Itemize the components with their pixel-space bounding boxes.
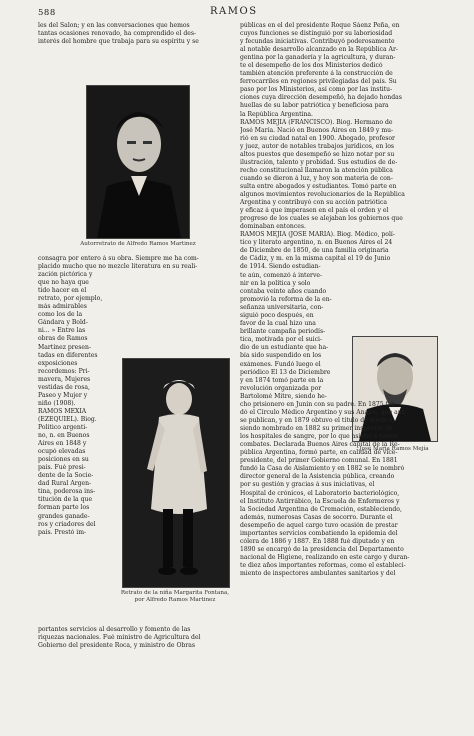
- text-line: dente de la Socie-: [38, 472, 94, 480]
- right-column-bottom-text: [240, 401, 436, 578]
- text-line: y fecundas iniciativas. Contribuyó poderosamente: [240, 38, 395, 46]
- text-line: la República Argentina.: [240, 110, 313, 118]
- text-line: exámenes. Fundó luego el: [240, 360, 321, 368]
- text-line: revolución organizada por: [240, 384, 322, 392]
- text-line: paso por los Ministerios, así como por las institu-: [240, 86, 393, 94]
- text-line: ocupó elevadas: [38, 448, 86, 456]
- text-line: cuando se dieron á luz, y hoy son materia de con-: [240, 174, 393, 182]
- text-line: tica, motivada por el suici-: [240, 336, 323, 344]
- text-line: país. Fué presi-: [38, 464, 86, 472]
- text-line: de Cádiz, y m. en la misma capital el 19 de Junio: [240, 255, 391, 263]
- text-line: niño (1908).: [38, 399, 76, 407]
- text-line: tico y literato argentino, n. en Buenos Aires el 24: [240, 239, 393, 247]
- text-line: te el desempeño de los dos Ministerios dedicó: [240, 62, 383, 70]
- text-line: ilustración, talento y probidad. Sus estudios de de-: [240, 158, 398, 166]
- text-line: Aires en 1848 y: [38, 440, 87, 448]
- text-line: titución de la que: [38, 496, 93, 504]
- text-line: combates. Declarada Buenos Aires capital de la Re-: [240, 441, 400, 449]
- text-line: 1890 se encargó de la presidencia del Departamento: [240, 545, 404, 553]
- text-line: cuyos funciones se distinguió por su laboriosidad: [240, 30, 393, 38]
- text-line: obras de Ramos: [38, 335, 88, 343]
- text-line: tadas en diferentes: [38, 351, 98, 359]
- text-line: y juez, autor de notables trabajos jurídicos, en los: [240, 142, 395, 150]
- text-line: más admirables: [38, 303, 87, 311]
- text-line: ni... » Entre las: [38, 327, 86, 335]
- text-line: dad Rural Argen-: [38, 480, 92, 488]
- text-line: nacional de Higiene, realizando en este cargo y duran-: [240, 553, 410, 561]
- text-line: recho constitucional llamaron la atención pública: [240, 166, 393, 174]
- text-line: te aún, comenzó á interve-: [240, 272, 323, 279]
- text-line: rió en su ciudad natal en 1900. Abogado, profesor: [240, 134, 395, 142]
- text-line: Político argenti-: [38, 423, 88, 431]
- text-line: tina, poderosa ins-: [38, 488, 96, 496]
- text-line: grandes ganade-: [38, 512, 90, 520]
- text-line: algunos movimientos revolucionarios de la República: [240, 190, 405, 198]
- text-line: progreso de los cuales se alejaban los gobiernos que: [240, 215, 403, 223]
- text-line: señanza universitaria, con-: [240, 304, 324, 312]
- margarita-fontana-portrait: [122, 358, 230, 588]
- page-number: 588: [38, 8, 56, 18]
- text-line: desempeño de aquel cargo tuvo ocasión de prestar: [240, 521, 398, 529]
- text-line: y en 1874 tomó parte en la: [240, 376, 324, 384]
- text-line: forman parte los: [38, 504, 90, 512]
- text-line: posiciones en su: [38, 456, 89, 464]
- right-column-middle-text: [240, 272, 348, 401]
- left-column-bottom-text: [38, 626, 232, 650]
- text-line: zación pictórica y: [38, 271, 93, 279]
- text-line: siendo nombrado en 1882 su primer inspector de: [240, 425, 393, 433]
- text-line: también atención preferente á la construcción de: [240, 70, 393, 78]
- text-line: dio de un estudiante que ha-: [240, 344, 329, 352]
- text-line: sulta entre abogados y estudiantes. Tomó parte en: [240, 182, 397, 190]
- text-line: RAMOS MEJÍA (FRANCISCO). Biog. Hermano de: [240, 118, 393, 126]
- left-column-top-text: [38, 22, 232, 46]
- text-line: siguió poco después, en: [240, 312, 314, 320]
- text-line: públicas en el del presidente Roque Sáenz Peña, en: [240, 22, 400, 29]
- text-line: les del Salon; y en las conversaciones que hemos: [38, 22, 190, 29]
- text-line: al notable desarrollo alcanzado en la República Ar-: [240, 46, 398, 54]
- text-line: nir en la política y solo: [240, 280, 311, 288]
- text-line: riquezas nacionales. Fué ministro de Agricultura del: [38, 634, 201, 642]
- text-line: altos puestos que desempeñó se hizo notar por su: [240, 150, 395, 158]
- text-line: presidente, del primer Gobierno comunal. En 1881: [240, 457, 398, 465]
- text-line: vestidas de rosa,: [38, 383, 90, 391]
- text-line: tantas ocasiones renovado, ha comprendido el des-: [38, 30, 197, 38]
- text-line: promovió la reforma de la en-: [240, 296, 332, 304]
- text-line: periódico El 13 de Diciembre: [240, 368, 331, 376]
- text-line: exposiciones: [38, 359, 78, 367]
- alfredo-ramos-martinez-photo: [86, 85, 190, 239]
- text-line: placido mucho que no mezcle literatura en su reali-: [38, 263, 198, 271]
- text-line: portantes servicios al desarrollo y fomento de las: [38, 626, 191, 633]
- text-line: como los de la: [38, 311, 83, 319]
- text-line: los hospitales de sangre, por lo que asistió á varios: [240, 433, 398, 441]
- text-line: bía sido suspendido en los: [240, 352, 322, 360]
- text-line: brillante campaña periodís-: [240, 328, 326, 336]
- text-line: interés del hombre que trabaja para su espíritu y se: [38, 38, 199, 46]
- running-title: RAMOS: [210, 6, 258, 17]
- text-line: José María. Nació en Buenos Aires en 1849 y mu-: [240, 126, 394, 134]
- text-line: retrato, por ejemplo,: [38, 295, 103, 303]
- text-line: recordemos: Pri-: [38, 367, 90, 375]
- text-line: el Instituto Antirrábico, la Escuela de Enfermeros y: [240, 497, 400, 505]
- text-line: (EZEQUIEL). Biog.: [38, 415, 97, 423]
- text-line: dominaban entonces.: [240, 223, 306, 231]
- text-line: y eficaz á que imperasen en el país el orden y el: [240, 207, 389, 215]
- text-line: miento de inspectores ambulantes sanitarios y del: [240, 569, 396, 577]
- text-line: por su gestión y gracias á sus iniciativas, el: [240, 481, 375, 489]
- text-line: te diez años importantes reformas, como el estableci-: [240, 561, 406, 569]
- text-line: de 1914. Siendo estudian-: [240, 263, 321, 271]
- text-line: ferrocarriles en regiones privilegiadas del país. Su: [240, 78, 397, 86]
- text-line: mavera, Mujeres: [38, 375, 91, 383]
- text-line: importantes servicios combatiendo la epidemia del: [240, 529, 398, 537]
- right-column-top-text: [240, 22, 436, 271]
- text-line: RAMOS MEXÍA: [38, 407, 87, 415]
- text-line: además, numerosas Casas de socorro. Durante el: [240, 513, 393, 521]
- text-line: dó el Círculo Médico Argentino y sus Anales, que aun: [240, 409, 406, 417]
- text-line: no, n. en Buenos: [38, 432, 90, 440]
- text-line: Gobierno del presidente Roca, y ministro de Obras: [38, 642, 196, 650]
- text-line: se publican, y en 1879 obtuvo el título de médico,: [240, 417, 394, 425]
- text-line: Gándara y Bold-: [38, 319, 88, 327]
- text-line: Paseo y Mujer y: [38, 391, 88, 399]
- text-line: tido hacer en el: [38, 287, 87, 295]
- text-line: Martínez presen-: [38, 343, 91, 351]
- text-line: cho prisionero en Junín con su padre. En 1875 fun-: [240, 401, 398, 408]
- text-line: fundó la Casa de Aislamiento y en 1882 se le nombró: [240, 465, 405, 473]
- text-line: ros y criadores del: [38, 520, 96, 528]
- text-line: país. Prestó im-: [38, 528, 87, 536]
- alfredo-photo-caption: Autorretrato de Alfredo Ramos Martinez: [80, 241, 196, 247]
- text-line: RAMOS MEJÍA (JOSÉ MARÍA). Biog. Médico, polí-: [240, 231, 395, 239]
- text-line: Argentina y contribuyó con su acción patriótica: [240, 199, 388, 207]
- text-line: huellas de su labor patriótica y beneficiosa para: [240, 102, 389, 110]
- text-line: ciones cuya dirección desempeñó, ha dejado hondas: [240, 94, 402, 102]
- text-line: Hospital de crónicos, el Laboratorio bacteriológico,: [240, 489, 400, 497]
- text-line: favor de la cual hizo una: [240, 320, 316, 328]
- text-line: cólera de 1886 y 1887. En 1888 fué diputado y en: [240, 537, 395, 545]
- text-line: contaba veinte años cuando: [240, 288, 327, 296]
- text-line: gentina por la ganadería y la agricultura, y duran-: [240, 54, 396, 62]
- text-line: director general de la Asistencia pública, creando: [240, 473, 395, 481]
- margarita-portrait-caption: Retrato de la niña Margarita Fontana, por Alfredo Ramos Martinez: [120, 590, 230, 603]
- text-line: la Sociedad Argentina de Cremación, estableciendo,: [240, 505, 402, 513]
- text-line: que no haya que: [38, 279, 89, 287]
- jose-maria-photo-caption: José María Ramos Mejía: [359, 446, 429, 452]
- text-line: de Diciembre de 1850, de una familia originaria: [240, 247, 389, 255]
- text-line: consagra por entero á su obra. Siempre me ha com-: [38, 255, 199, 262]
- text-line: Bartolomé Mitre, siendo he-: [240, 392, 327, 400]
- text-line: pública Argentina, formó parte, en calidad de vice-: [240, 449, 398, 457]
